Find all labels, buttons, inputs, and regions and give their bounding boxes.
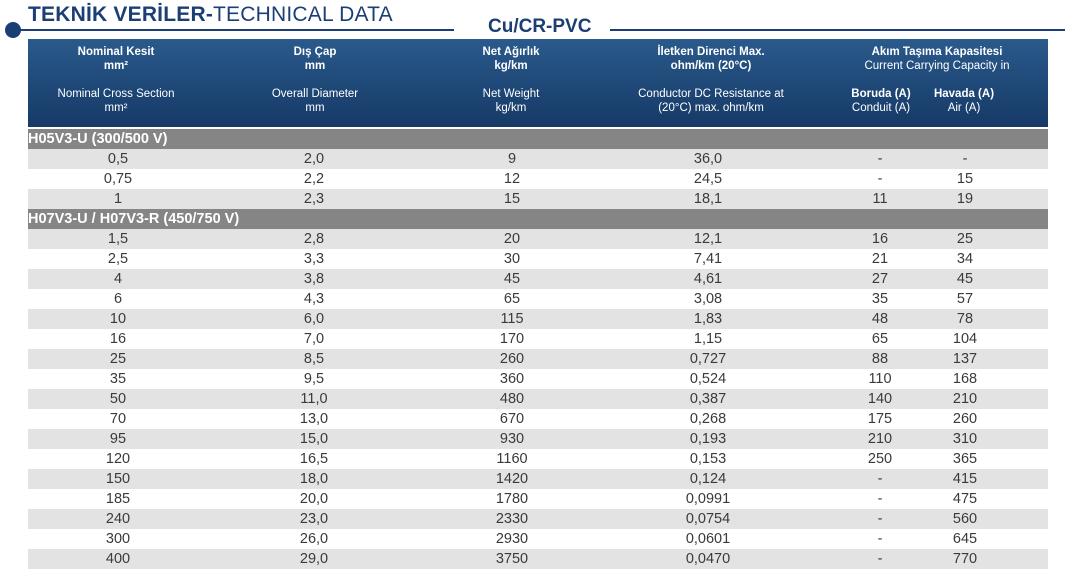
- cell-overall-diameter: 13,0: [299, 411, 329, 427]
- cell-air-capacity: 475: [952, 491, 978, 507]
- table-row: [28, 269, 1048, 289]
- cell-air-capacity: 15: [956, 171, 974, 187]
- header-label-tr: Net Ağırlık: [482, 46, 540, 58]
- cell-nominal-section: 95: [109, 431, 127, 447]
- cell-conduit-capacity: -: [877, 171, 883, 187]
- table-row: [28, 429, 1048, 449]
- group-header: [28, 209, 1048, 229]
- cell-dc-resistance: 12,1: [693, 231, 723, 247]
- cell-conduit-capacity: -: [877, 471, 883, 487]
- table-row: [28, 509, 1048, 529]
- header-unit-en: (20°C) max. ohm/km: [658, 102, 764, 114]
- group-header: [28, 129, 1048, 149]
- cell-overall-diameter: 2,3: [303, 191, 325, 207]
- header-label-tr: Akım Taşıma Kapasitesi: [871, 46, 1003, 58]
- header-unit-en: mm: [305, 102, 325, 114]
- cell-overall-diameter: 18,0: [299, 471, 329, 487]
- cell-conduit-capacity: -: [877, 151, 883, 167]
- cell-nominal-section: 150: [105, 471, 131, 487]
- cell-air-capacity: 415: [952, 471, 978, 487]
- cell-overall-diameter: 26,0: [299, 531, 329, 547]
- table-row: [28, 169, 1048, 189]
- header-label-en: Nominal Cross Section: [57, 88, 175, 100]
- cell-conduit-capacity: -: [877, 491, 883, 507]
- cell-air-capacity: 260: [952, 411, 978, 427]
- cell-air-capacity: 57: [956, 291, 974, 307]
- header-label-en: Conduit (A): [851, 102, 911, 114]
- cell-net-weight: 115: [500, 311, 524, 327]
- cell-dc-resistance: 18,1: [693, 191, 723, 207]
- cell-dc-resistance: 0,193: [689, 431, 727, 447]
- cell-net-weight: 670: [499, 411, 525, 427]
- cell-net-weight: 15: [503, 191, 521, 207]
- cell-overall-diameter: 6,0: [303, 311, 325, 327]
- table-row: [28, 549, 1048, 569]
- header-label-en: Air (A): [947, 102, 981, 114]
- cell-conduit-capacity: 140: [867, 391, 893, 407]
- cell-conduit-capacity: 88: [871, 351, 889, 367]
- table-row: [28, 249, 1048, 269]
- cell-overall-diameter: 2,2: [303, 171, 325, 187]
- cell-overall-diameter: 15,0: [299, 431, 329, 447]
- header-label-en: Overall Diameter: [271, 88, 359, 100]
- header-label-en: Net Weight: [482, 88, 540, 100]
- cell-overall-diameter: 7,0: [303, 331, 325, 347]
- cell-nominal-section: 1: [113, 191, 123, 207]
- cell-net-weight: 2330: [495, 511, 529, 527]
- cell-overall-diameter: 11,0: [300, 391, 328, 407]
- cell-conduit-capacity: -: [877, 551, 883, 567]
- cell-nominal-section: 240: [105, 511, 131, 527]
- table-row: [28, 369, 1048, 389]
- cell-conduit-capacity: 110: [868, 371, 892, 387]
- cell-net-weight: 930: [499, 431, 525, 447]
- cell-air-capacity: 168: [952, 371, 978, 387]
- cell-nominal-section: 70: [109, 411, 127, 427]
- cell-air-capacity: 78: [956, 311, 974, 327]
- cell-air-capacity: 365: [952, 451, 978, 467]
- cell-conduit-capacity: -: [877, 511, 883, 527]
- header-unit-tr: mm: [304, 60, 326, 72]
- cell-air-capacity: 45: [956, 271, 974, 287]
- cell-conduit-capacity: 250: [867, 451, 893, 467]
- cell-nominal-section: 35: [109, 371, 127, 387]
- cell-air-capacity: 310: [952, 431, 978, 447]
- cell-dc-resistance: 4,61: [693, 271, 723, 287]
- cell-dc-resistance: 0,387: [689, 391, 727, 407]
- cell-air-capacity: 210: [952, 391, 978, 407]
- cell-nominal-section: 400: [105, 551, 131, 567]
- cell-dc-resistance: 0,124: [689, 471, 727, 487]
- table-row: [28, 329, 1048, 349]
- cell-conduit-capacity: 210: [867, 431, 893, 447]
- cell-net-weight: 480: [499, 391, 525, 407]
- header-unit-tr: mm²: [103, 60, 129, 72]
- cable-type-subtitle: Cu/CR-PVC: [482, 16, 597, 38]
- cell-net-weight: 170: [499, 331, 525, 347]
- page-title-bold: TEKNİK VERİLER-: [28, 3, 214, 26]
- cell-air-capacity: 137: [952, 351, 978, 367]
- cell-nominal-section: 0,75: [103, 171, 133, 187]
- cell-conduit-capacity: 175: [867, 411, 893, 427]
- cell-nominal-section: 16: [109, 331, 127, 347]
- cell-nominal-section: 2,5: [107, 251, 129, 267]
- cell-overall-diameter: 9,5: [303, 371, 325, 387]
- cell-dc-resistance: 3,08: [693, 291, 723, 307]
- cell-air-capacity: 645: [952, 531, 978, 547]
- cell-net-weight: 260: [499, 351, 525, 367]
- data-table: [28, 129, 1048, 569]
- page-title: [28, 3, 393, 27]
- cell-net-weight: 1420: [495, 471, 529, 487]
- cell-overall-diameter: 16,5: [299, 451, 329, 467]
- cell-nominal-section: 6: [113, 291, 123, 307]
- cell-nominal-section: 300: [105, 531, 131, 547]
- cell-overall-diameter: 29,0: [299, 551, 329, 567]
- cell-dc-resistance: 0,0991: [685, 491, 731, 507]
- header-label-tr: Dış Çap: [293, 46, 337, 58]
- cell-net-weight: 30: [503, 251, 521, 267]
- cell-conduit-capacity: 16: [871, 231, 889, 247]
- header-label-tr: İletken Direnci Max.: [657, 46, 765, 58]
- header-unit-tr: kg/km: [494, 60, 528, 72]
- cell-dc-resistance: 0,268: [689, 411, 727, 427]
- cell-nominal-section: 50: [109, 391, 127, 407]
- cell-dc-resistance: 0,153: [689, 451, 727, 467]
- cell-overall-diameter: 2,0: [303, 151, 325, 167]
- cell-net-weight: 360: [499, 371, 525, 387]
- cell-overall-diameter: 8,5: [303, 351, 325, 367]
- header-label-tr: Nominal Kesit: [77, 46, 155, 58]
- table-row: [28, 469, 1048, 489]
- table-header: [28, 39, 1048, 127]
- cell-net-weight: 9: [507, 151, 517, 167]
- cell-overall-diameter: 20,0: [299, 491, 329, 507]
- cell-net-weight: 1780: [495, 491, 529, 507]
- cell-nominal-section: 120: [105, 451, 131, 467]
- cell-dc-resistance: 1,83: [693, 311, 723, 327]
- cell-conduit-capacity: 11: [872, 191, 888, 207]
- cell-dc-resistance: 1,15: [693, 331, 723, 347]
- cell-conduit-capacity: 65: [871, 331, 889, 347]
- cell-conduit-capacity: 48: [871, 311, 889, 327]
- cell-nominal-section: 185: [105, 491, 131, 507]
- title-bullet-dot: [5, 22, 21, 38]
- cell-overall-diameter: 2,8: [303, 231, 325, 247]
- cell-net-weight: 12: [503, 171, 521, 187]
- cell-dc-resistance: 0,0470: [685, 551, 731, 567]
- title-bar: [0, 0, 1074, 40]
- cell-conduit-capacity: 27: [871, 271, 889, 287]
- header-unit-en: mm²: [104, 102, 128, 114]
- page-title-normal: TECHNICAL DATA: [213, 3, 393, 26]
- header-label-tr: Havada (A): [933, 88, 995, 100]
- cell-net-weight: 20: [503, 231, 521, 247]
- cell-dc-resistance: 0,727: [689, 351, 727, 367]
- cell-conduit-capacity: 35: [871, 291, 889, 307]
- cell-air-capacity: 19: [956, 191, 974, 207]
- table-row: [28, 229, 1048, 249]
- cell-net-weight: 1160: [496, 451, 528, 467]
- table-row: [28, 289, 1048, 309]
- cell-dc-resistance: 0,0601: [685, 531, 731, 547]
- cell-conduit-capacity: -: [877, 531, 883, 547]
- table-row: [28, 309, 1048, 329]
- cell-dc-resistance: 36,0: [693, 151, 723, 167]
- title-underline: [14, 29, 454, 31]
- cell-dc-resistance: 7,41: [693, 251, 723, 267]
- cell-dc-resistance: 0,524: [689, 371, 727, 387]
- table-row: [28, 489, 1048, 509]
- cell-nominal-section: 0,5: [107, 151, 129, 167]
- table-row: [28, 529, 1048, 549]
- cell-overall-diameter: 23,0: [299, 511, 329, 527]
- cell-net-weight: 3750: [495, 551, 529, 567]
- cell-air-capacity: 34: [956, 251, 974, 267]
- table-row: [28, 449, 1048, 469]
- cell-nominal-section: 1,5: [107, 231, 129, 247]
- cell-net-weight: 2930: [495, 531, 529, 547]
- cell-dc-resistance: 0,0754: [685, 511, 731, 527]
- cell-nominal-section: 25: [109, 351, 127, 367]
- cell-overall-diameter: 3,8: [303, 271, 325, 287]
- cell-dc-resistance: 24,5: [693, 171, 723, 187]
- cell-overall-diameter: 4,3: [303, 291, 325, 307]
- table-row: [28, 349, 1048, 369]
- cell-nominal-section: 10: [109, 311, 127, 327]
- cell-air-capacity: 560: [952, 511, 978, 527]
- table-row: [28, 409, 1048, 429]
- table-row: [28, 389, 1048, 409]
- cell-air-capacity: 770: [952, 551, 978, 567]
- header-label-tr: Boruda (A): [851, 88, 911, 100]
- cell-conduit-capacity: 21: [871, 251, 889, 267]
- cell-net-weight: 65: [503, 291, 521, 307]
- header-label-en: Conductor DC Resistance at: [638, 88, 784, 100]
- group-title: H05V3-U (300/500 V): [28, 131, 168, 147]
- cell-nominal-section: 4: [113, 271, 123, 287]
- header-unit-en: kg/km: [495, 102, 527, 114]
- header-label-en: Current Carrying Capacity in: [864, 60, 1010, 72]
- header-unit-tr: ohm/km (20°C): [670, 60, 752, 72]
- table-row: [28, 189, 1048, 209]
- cell-air-capacity: 25: [956, 231, 974, 247]
- cell-air-capacity: 104: [952, 331, 978, 347]
- cell-net-weight: 45: [503, 271, 521, 287]
- title-underline-right: [610, 29, 1065, 31]
- cell-air-capacity: -: [962, 151, 968, 167]
- table-row: [28, 149, 1048, 169]
- cell-overall-diameter: 3,3: [303, 251, 325, 267]
- group-title: H07V3-U / H07V3-R (450/750 V): [28, 211, 240, 227]
